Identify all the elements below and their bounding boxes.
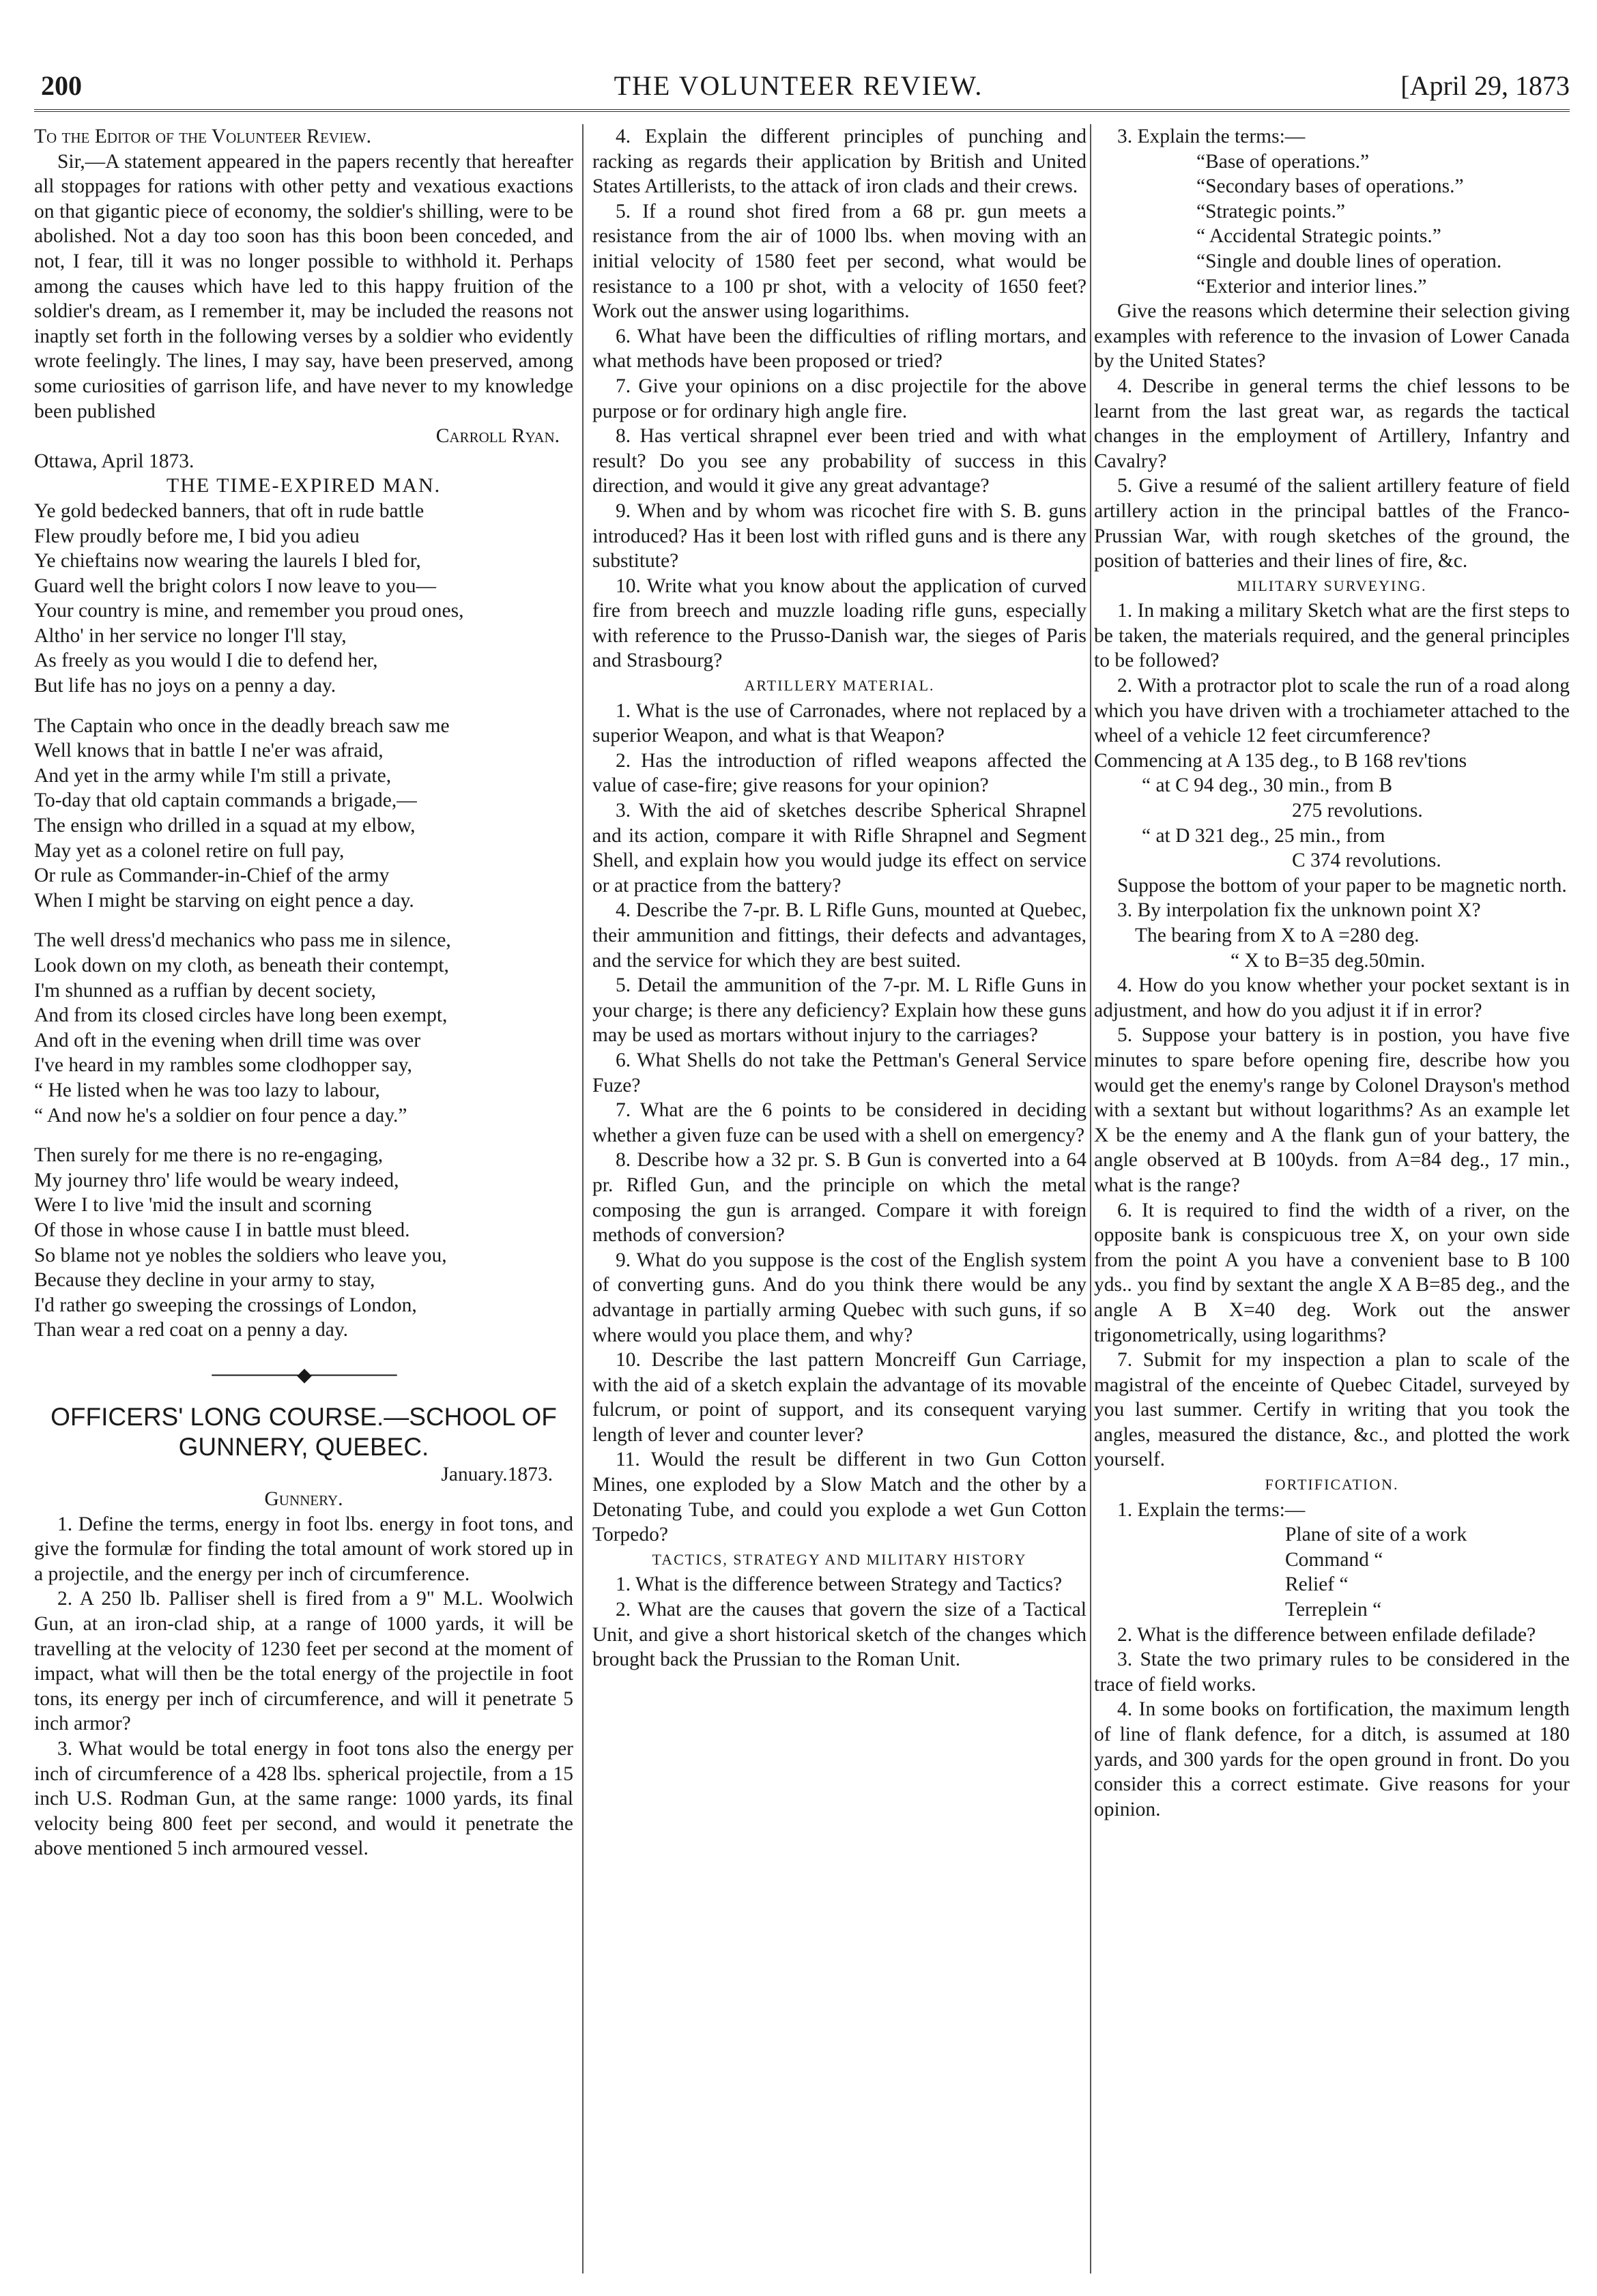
poem-line: I'm shunned as a ruffian by decent society, [34, 979, 376, 1002]
poem-title: THE TIME-EXPIRED MAN. [166, 474, 442, 497]
newspaper-title: THE VOLUNTEER REVIEW. [614, 70, 983, 101]
question: 2. A 250 lb. Palliser shell is fired from a 9" M.L. Woolwich Gun, at an iron-clad ship, at a range of 1000 yards, it will be travelling at the velocity of 1230 feet per second at the moment of impact, what will then be the total energy of the projectile in foot tons, its energy per inch of circumference, and will it penetrate 5 inch armor? [34, 1588, 573, 1735]
question: 10. Describe the last pattern Moncreiff Gun Carriage, with the aid of a sketch explain the advantage of its movable fulcrum, or point of support, and its consequent varying length of lever and counter lever? [592, 1349, 1087, 1446]
section-title-fortification: FORTIFICATION. [1265, 1476, 1399, 1494]
question: 2. With a protractor plot to scale the run of a road along which you have driven with a trochiameter attached to the wheel of a vehicle 12 feet circumference? [1094, 675, 1570, 747]
question-continued: Give the reasons which determine their selection giving examples with reference to the invasion of Lower Canada by the United States? [1094, 300, 1570, 373]
question: 1. In making a military Sketch what are the first steps to be taken, the materials required, and the general principles to be followed? [1094, 600, 1570, 672]
column-2 [592, 124, 1087, 2273]
poem-line: Altho' in her service no longer I'll stay, [34, 624, 347, 647]
poem-body [34, 499, 573, 1343]
question: 1. Define the terms, energy in foot lbs. energy in foot tons, and give the formulæ for finding the total amount of work stored up in a projectile, and the energy per inch of circumference. [34, 1513, 573, 1585]
letter-salutation: To the Editor of the Volunteer Review. [34, 126, 371, 147]
question: 5. Suppose your battery is in postion, you have five minutes to spare before opening fire, describe how you would get the enemy's range by Colonel Drayson's method with a sextant but without logarithms? As an example let X be the enemy and A the flank gun of your battery, the angle observed at B 100yds. from A=84 deg., 17 min., what is the range? [1094, 1024, 1570, 1196]
question: 1. What is the use of Carronades, where not replaced by a superior Weapon, and what is that Weapon? [592, 699, 1087, 747]
poem-line: The Captain who once in the deadly breach saw me [34, 714, 450, 737]
poem-line: And oft in the evening when drill time was over [34, 1029, 421, 1051]
question: 3. State the two primary rules to be considered in the trace of field works. [1094, 1648, 1570, 1696]
poem-line: Ye chieftains now wearing the laurels I bled for, [34, 550, 421, 572]
poem-line: When I might be starving on eight pence a day. [34, 889, 414, 912]
term: “Exterior and interior lines.” [1196, 275, 1427, 297]
survey-line: C 374 revolutions. [1292, 849, 1441, 872]
question: 1. What is the difference between Strategy and Tactics? [616, 1573, 1063, 1596]
poem-line: Ye gold bedecked banners, that oft in rude battle [34, 499, 425, 522]
question: 8. Describe how a 32 pr. S. B Gun is converted into a 64 pr. Rifled Gun, and the principle on which the metal composing the gun is arranged. Compare it with foreign methods of conversion? [592, 1149, 1087, 1247]
poem-line: Or rule as Commander-in-Chief of the army [34, 864, 390, 887]
section-title-tactics: TACTICS, STRATEGY AND MILITARY HISTORY [652, 1550, 1027, 1568]
question: 2. Has the introduction of rifled weapons affected the value of case-fire; give reasons for your opinion? [592, 749, 1087, 797]
poem-line: To-day that old captain commands a brigade,— [34, 789, 417, 812]
column-3 [1094, 124, 1570, 2273]
question: 4. Explain the different principles of punching and racking as regards their application by British and United States Artillerists, to the attack of iron clads and their crews. [592, 126, 1087, 198]
poem-line: But life has no joys on a penny a day. [34, 675, 336, 697]
poem-line: So blame not ye nobles the soldiers who leave you, [34, 1244, 447, 1266]
question: 3. What would be total energy in foot tons also the energy per inch of circumference of a 428 lbs. spherical projectile, from a 15 inch U.S. Rodman Gun, at the same range: 1000 yards, its final velocity being 800 feet per second, and would it penetrate the above mentioned 5 inch armoured vessel. [34, 1738, 573, 1860]
poem-line: Of those in whose cause I in battle must bleed. [34, 1219, 410, 1241]
poem-stanza [34, 714, 573, 914]
term: Terreplein “ [1285, 1599, 1382, 1621]
column-divider [582, 124, 584, 2273]
ornament-divider: ───────◆─────── [212, 1364, 396, 1386]
question: 6. What have been the difficulties of rifling mortars, and what methods have been proposed or tried? [592, 325, 1087, 373]
question: 3. With the aid of sketches describe Spherical Shrapnel and its action, compare it with Rifle Shrapnel and Segment Shell, and explain how you would judge its effect on service or at practice from the battery? [592, 800, 1087, 897]
poem-line: Well knows that in battle I ne'er was afraid, [34, 740, 384, 762]
question: 4. Describe in general terms the chief lessons to be learnt from the last great war, as regards the tactical changes in the employment of Artillery, Infantry and Cavalry? [1094, 375, 1570, 472]
question: 3. By interpolation fix the unknown point X? [1117, 899, 1481, 922]
section-title-gunnery: Gunnery. [264, 1488, 343, 1511]
survey-line: “ at C 94 deg., 30 min., from B [1142, 774, 1393, 797]
letter-place-date: Ottawa, April 1873. [34, 450, 195, 472]
section-title-surveying: MILITARY SURVEYING. [1237, 577, 1427, 594]
question: 5. Give a resumé of the salient artillery feature of field artillery action in the principal battles of the Franco-Prussian War, with rough sketches of the ground, the position of batteries and their lines of fire, &c. [1094, 475, 1570, 572]
poem-line: I'd rather go sweeping the crossings of London, [34, 1294, 417, 1316]
question: 7. Submit for my inspection a plan to scale of the magistral of the enceinte of Quebec Citadel, surveyed by you last summer. Certify in writing that you took the angles, measured the distance, &c., and plotted the work yourself. [1094, 1349, 1570, 1471]
term: Command “ [1285, 1548, 1383, 1571]
section-title-artillery-material: ARTILLERY MATERIAL. [744, 677, 935, 695]
letter-body: Sir,—A statement appeared in the papers recently that hereafter all stoppages for rations with other petty and vexatious exactions on that gigantic piece of economy, the soldier's shilling, were to be abolished. Not a day too soon has this boon been conceded, and not, I fear, till it was no longer possible to withhold it. Perhaps among the causes which have led to this happy fruition of the soldier's dream, as I remember it, may be included the reasons not inaptly set forth in the following verses by a soldier who evidently wrote feelingly. The lines, I may say, have been preserved, among some curiosities of garrison life, and have never to my knowledge been published [34, 150, 573, 422]
poem-stanza [34, 928, 573, 1128]
letter-signature: Carroll Ryan. [435, 425, 560, 448]
poem-line: Guard well the bright colors I now leave to you— [34, 575, 437, 597]
term: Relief “ [1285, 1573, 1349, 1596]
poem-stanza [34, 499, 573, 699]
question: 5. If a round shot fired from a 68 pr. gun meets a resistance from the air of 1000 lbs. when moving with an initial velocity of 1580 feet per second, what would be resistance to a 100 pr shot, with a velocity of 1650 feet? Work out the answer using logarithims. [592, 200, 1087, 323]
poem-line: Look down on my cloth, as beneath their contempt, [34, 955, 449, 976]
poem-line: Flew proudly before me, I bid you adieu [34, 525, 360, 547]
poem-line: And from its closed circles have long been exempt, [34, 1004, 448, 1027]
term: Plane of site of a work [1285, 1524, 1467, 1546]
term: “Strategic points.” [1196, 200, 1345, 222]
question: 4. Describe the 7-pr. B. L Rifle Guns, mounted at Quebec, their ammunition and fittings, their defects and advantages, and the service for which they are best suited. [592, 899, 1087, 972]
question: 8. Has vertical shrapnel ever been tried and with what result? Do you see any probability of success in this direction, and would it give any great advantage? [592, 425, 1087, 497]
question: 6. It is required to find the width of a river, on the opposite bank is conspicuous tree X, on your own side from the point A you have a convenient base to B 100 yds.. you find by sextant the angle X A B=85 deg., and the angle A B X=40 deg. Work out the answer trigonometrically, using logarithms? [1094, 1199, 1570, 1346]
question: 2. What is the difference between enfilade defilade? [1117, 1623, 1536, 1646]
poem-line: Than wear a red coat on a penny a day. [34, 1319, 349, 1341]
page-header [27, 68, 1570, 104]
question: 4. In some books on fortification, the maximum length of line of flank defence, for a ditch, is assumed at 180 yards, and 300 yards for the open ground in front. Do you consider this a correct estimate. Give reasons for your opinion. [1094, 1698, 1570, 1820]
term: “Secondary bases of operations.” [1196, 175, 1464, 198]
issue-date: [April 29, 1873 [1400, 70, 1570, 101]
survey-line: “ at D 321 deg., 25 min., from [1142, 824, 1385, 847]
survey-line: Commencing at A 135 deg., to B 168 rev'tions [1094, 749, 1467, 772]
question: 5. Detail the ammunition of the 7-pr. M. L Rifle Guns in your charge; is there any deficiency? Explain how these guns may be used as mortars without injury to the carriages? [592, 974, 1087, 1047]
term: “Single and double lines of operation. [1196, 250, 1502, 272]
poem-line: My journey thro' life would be weary indeed, [34, 1169, 399, 1191]
poem-line: May yet as a colonel retire on full pay, [34, 839, 345, 862]
question: 7. Give your opinions on a disc projectile for the above purpose or for ordinary high angle fire. [592, 375, 1087, 422]
question-continued: Suppose the bottom of your paper to be magnetic north. [1117, 874, 1567, 897]
question: 7. What are the 6 points to be considered in deciding whether a given fuze can be used with a shell on emergency? [592, 1099, 1087, 1146]
question: 3. Explain the terms:— [1117, 126, 1306, 147]
question: 9. When and by whom was ricochet fire with S. B. guns introduced? Has it been lost with rifled guns and is there any substitute? [592, 499, 1087, 572]
poem-line: The ensign who drilled in a squad at my elbow, [34, 815, 416, 837]
question: 1. Explain the terms:— [1117, 1498, 1306, 1521]
column-divider [1090, 124, 1091, 2273]
term: “Base of operations.” [1196, 150, 1370, 173]
poem-line: Were I to live 'mid the insult and scorning [34, 1194, 372, 1217]
survey-line: 275 revolutions. [1292, 800, 1423, 822]
poem-line: I've heard in my rambles some clodhopper say, [34, 1054, 412, 1077]
poem-line: As freely as you would I die to defend her, [34, 650, 378, 672]
question: 4. How do you know whether your pocket sextant is in adjustment, and how do you adjust it if in error? [1094, 974, 1570, 1021]
term: “ Accidental Strategic points.” [1196, 225, 1441, 248]
question: 2. What are the causes that govern the size of a Tactical Unit, and give a short historical sketch of the changes which brought back the Prussian to the Roman Unit. [592, 1599, 1087, 1671]
question: 6. What Shells do not take the Pettman's General Service Fuze? [592, 1049, 1087, 1096]
question: 11. Would the result be different in two Gun Cotton Mines, one exploded by a Slow Match and the other by a Detonating Tube, and could you explode a wet Gun Cotton Torpedo? [592, 1449, 1087, 1546]
column-1 [34, 124, 573, 2273]
poem-stanza [34, 1143, 573, 1343]
poem-line: Then surely for me there is no re-engaging, [34, 1144, 384, 1167]
poem-line: The well dress'd mechanics who pass me in silence, [34, 929, 451, 952]
poem-line: And yet in the army while I'm still a private, [34, 764, 392, 787]
poem-line: Because they decline in your army to stay, [34, 1269, 375, 1292]
page-number: 200 [41, 70, 82, 101]
header-rule [34, 109, 1570, 112]
poem-line: “ And now he's a soldier on four pence a day.” [34, 1104, 407, 1127]
survey-line: “ X to B=35 deg.50min. [1231, 949, 1426, 972]
poem-line: “ He listed when he was too lazy to labour, [34, 1079, 380, 1101]
article-title: OFFICERS' LONG COURSE.—SCHOOL OF GUNNERY, QUEBEC. [51, 1402, 557, 1461]
poem-line: Your country is mine, and remember you proud ones, [34, 600, 464, 622]
survey-line: The bearing from X to A =280 deg. [1135, 925, 1420, 946]
question: 9. What do you suppose is the cost of the English system of converting guns. And do you think there would be any advantage in partially arming Quebec with such guns, if so where would you place them, and why? [592, 1249, 1087, 1346]
question: 10. Write what you know about the application of curved fire from breech and muzzle loading rifle guns, especially with reference to the Prusso-Danish war, the sieges of Paris and Strasbourg? [592, 575, 1087, 672]
article-date: January.1873. [441, 1463, 553, 1485]
